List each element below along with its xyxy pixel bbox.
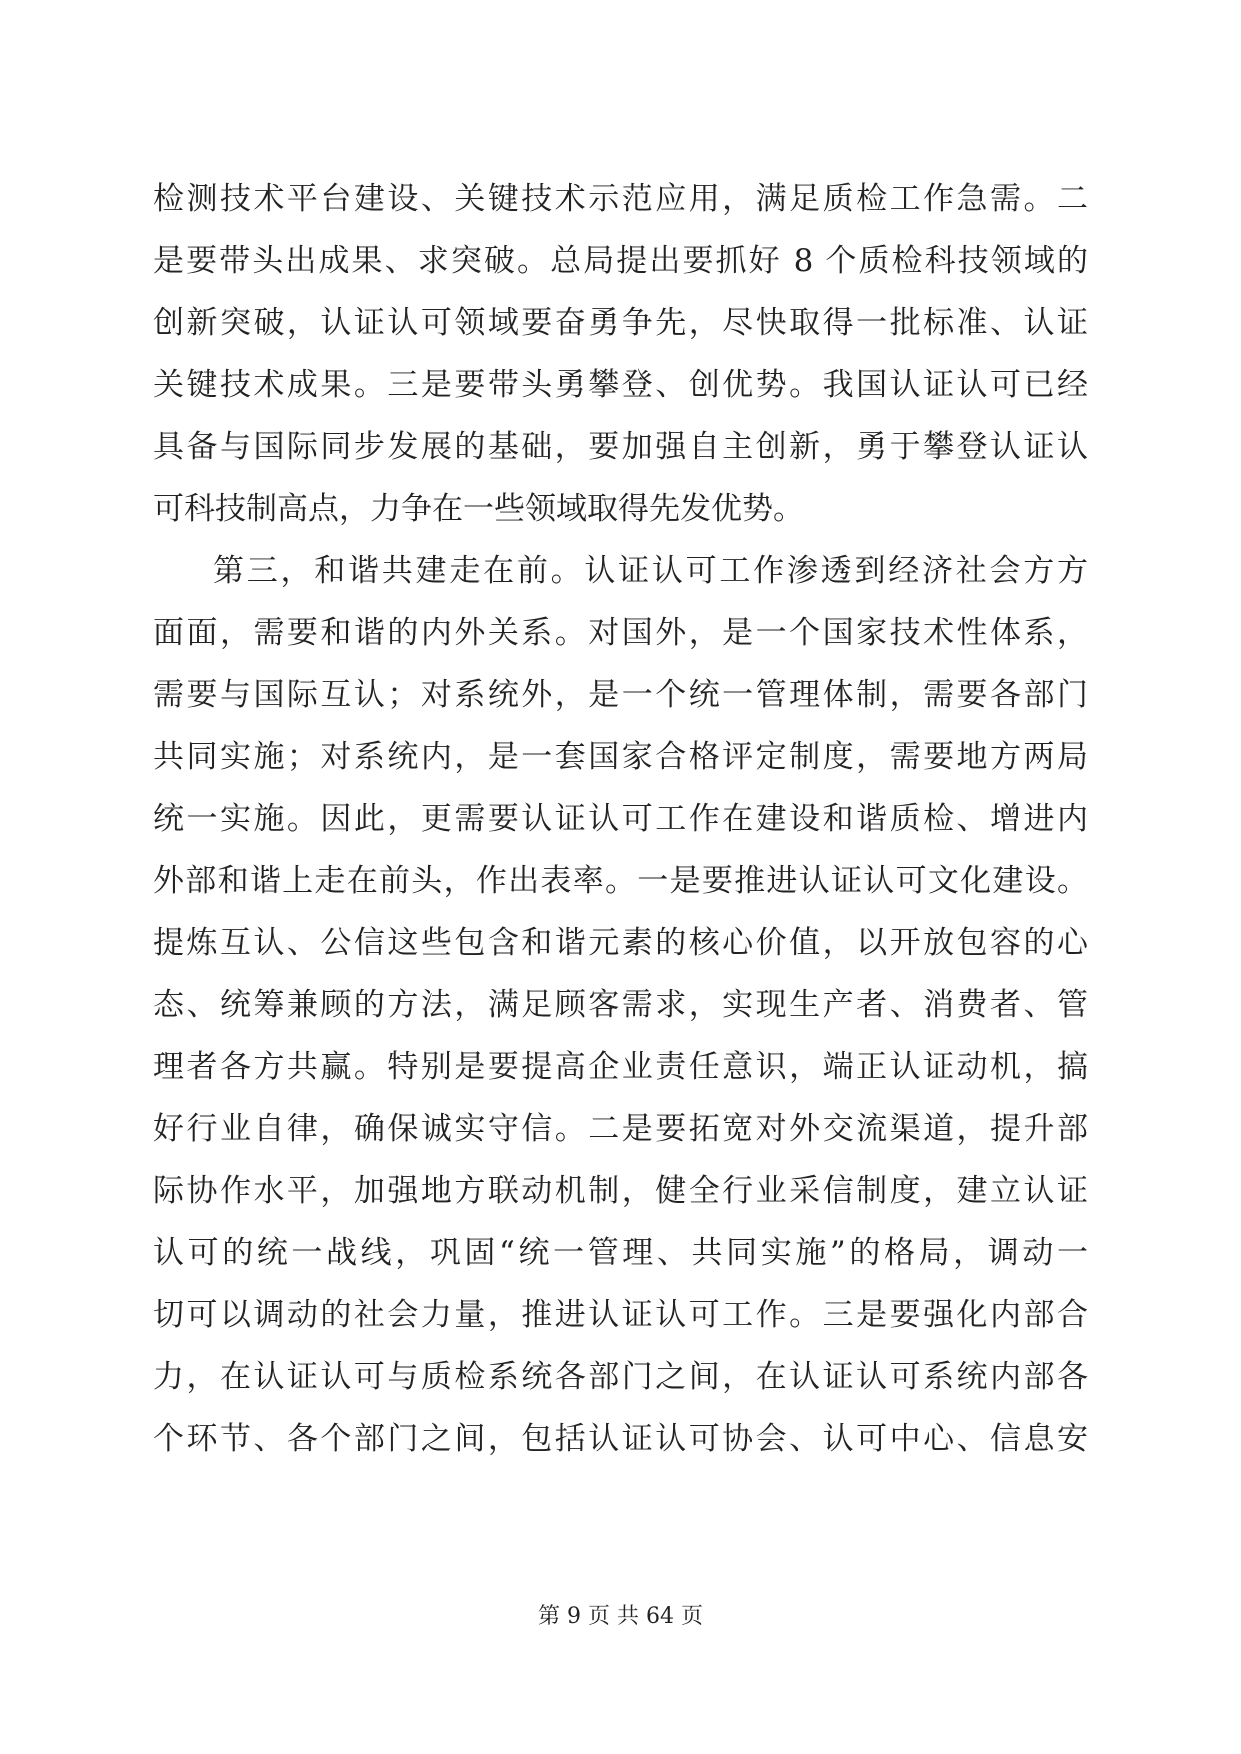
paragraph-first-line: 第三，和谐共建走在前。认证认可工作渗透到经济社会方方	[213, 553, 1088, 589]
text-line: 理者各方共赢。特别是要提高企业责任意识，端正认证动机，搞	[153, 1049, 1088, 1085]
text-line: 外部和谐上走在前头，作出表率。一是要推进认证认可文化建设。	[153, 863, 1088, 899]
page-number-footer: 第 9 页 共 64 页	[538, 1604, 703, 1629]
text-line: 好行业自律，确保诚实守信。二是要拓宽对外交流渠道，提升部	[153, 1111, 1088, 1147]
text-line: 态、统筹兼顾的方法，满足顾客需求，实现生产者、消费者、管	[153, 987, 1088, 1023]
text-line: 际协作水平，加强地方联动机制，健全行业采信制度，建立认证	[153, 1173, 1088, 1209]
text-line: 切可以调动的社会力量，推进认证认可工作。三是要强化内部合	[153, 1297, 1088, 1333]
text-line: 检测技术平台建设、关键技术示范应用，满足质检工作急需。二	[153, 181, 1088, 217]
text-line: 可科技制高点，力争在一些领域取得先发优势。	[153, 491, 804, 527]
text-line: 个环节、各个部门之间，包括认证认可协会、认可中心、信息安	[153, 1421, 1088, 1457]
text-line: 是要带头出成果、求突破。总局提出要抓好 8 个质检科技领域的	[153, 243, 1088, 279]
text-line: 认可的统一战线，巩固“统一管理、共同实施”的格局，调动一	[153, 1235, 1088, 1271]
text-line: 关键技术成果。三是要带头勇攀登、创优势。我国认证认可已经	[153, 367, 1088, 403]
text-line: 需要与国际互认；对系统外，是一个统一管理体制，需要各部门	[153, 677, 1088, 713]
text-line: 创新突破，认证认可领域要奋勇争先，尽快取得一批标准、认证	[153, 305, 1088, 341]
text-line: 力，在认证认可与质检系统各部门之间，在认证认可系统内部各	[153, 1359, 1088, 1395]
text-line: 具备与国际同步发展的基础，要加强自主创新，勇于攀登认证认	[153, 429, 1088, 465]
text-line: 共同实施；对系统内，是一套国家合格评定制度，需要地方两局	[153, 739, 1088, 775]
text-line: 提炼互认、公信这些包含和谐元素的核心价值，以开放包容的心	[153, 925, 1088, 961]
text-line: 统一实施。因此，更需要认证认可工作在建设和谐质检、增进内	[153, 801, 1088, 837]
text-line: 面面，需要和谐的内外关系。对国外，是一个国家技术性体系，	[153, 615, 1088, 651]
